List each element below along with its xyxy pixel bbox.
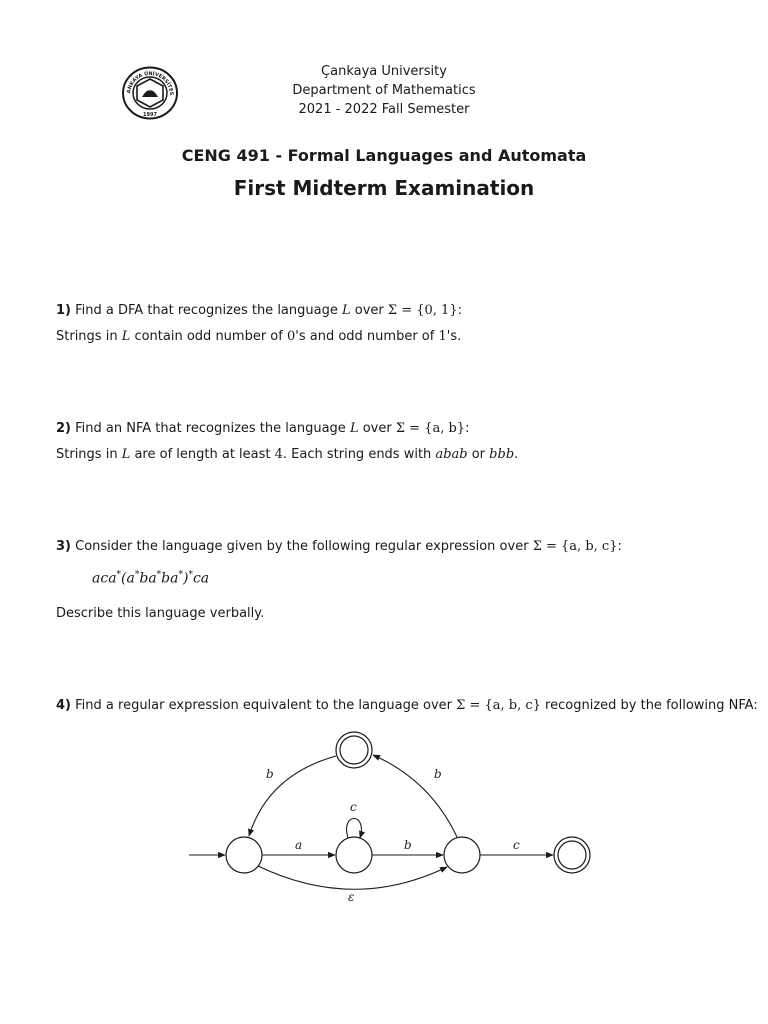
regex-star-2: * (134, 570, 140, 580)
question-3-line-3: Describe this language verbally. (56, 606, 265, 621)
question-3-line-1 (56, 538, 622, 556)
q3-alphabet: Σ = {a, b, c} (532, 539, 618, 554)
semester: 2021 - 2022 Fall Semester (298, 102, 470, 117)
q2-text: Find an NFA that recognizes the language (75, 421, 350, 436)
q1-zero: 0 (286, 329, 296, 344)
q1-line2-text-b: contain odd number of (130, 329, 287, 344)
regex-star-5: * (188, 570, 193, 580)
q4-text-end: recognized by the following NFA: (540, 698, 758, 713)
q2-period: . (514, 447, 519, 462)
q2-line2-text-c: . Each string ends with (282, 447, 436, 462)
nfa-edge-b-left (249, 756, 336, 836)
question-4-number: 4) (56, 698, 71, 713)
q2-colon: : (465, 421, 470, 436)
question-2-line-1 (56, 420, 469, 438)
nfa-edge-epsilon (258, 866, 447, 889)
question-1-line-1 (56, 302, 462, 320)
department-name: Department of Mathematics (292, 83, 476, 98)
nfa-state-start (226, 837, 262, 873)
question-1-number: 1) (56, 303, 71, 318)
q1-line2-lang: L (121, 329, 131, 344)
q3-colon: : (617, 539, 622, 554)
q1-colon: : (457, 303, 462, 318)
regex-star-3: * (156, 570, 162, 580)
q2-text-over: over (358, 421, 396, 436)
q2-line2-lang: L (121, 447, 131, 462)
q2-line2-text-b: are of length at least (130, 447, 275, 462)
q4-text: Find a regular expression equivalent to the language over (75, 698, 457, 713)
nfa-label-a: a (295, 838, 303, 852)
question-2-line-2 (56, 446, 518, 464)
question-2-number: 2) (56, 421, 71, 436)
nfa-edge-b-right (373, 755, 457, 837)
q1-line2-text: Strings in (56, 329, 122, 344)
regex-part-5: ) (182, 570, 189, 587)
q2-alphabet: Σ = {a, b} (395, 421, 466, 436)
exam-title: First Midterm Examination (233, 176, 535, 200)
logo-year: 1997 (143, 112, 157, 118)
q2-min-length: 4 (274, 447, 283, 462)
question-1-line-2 (56, 328, 461, 346)
q1-text-over: over (350, 303, 388, 318)
q1-one: 1 (438, 329, 447, 344)
q3-regular-expression (92, 570, 209, 587)
q2-line2-or: or (467, 447, 490, 462)
regex-star-1: * (116, 570, 122, 580)
regex-part-3: ba (139, 570, 157, 587)
nfa-state-middle (336, 837, 372, 873)
q2-lang-symbol: L (349, 421, 359, 436)
nfa-diagram (0, 720, 768, 920)
nfa-state-final-accepting (554, 837, 590, 873)
regex-part-6: ca (192, 570, 210, 587)
q2-line2-text: Strings in (56, 447, 122, 462)
q1-text: Find a DFA that recognizes the language (75, 303, 342, 318)
nfa-state-right (444, 837, 480, 873)
regex-part-1: aca (92, 570, 117, 587)
nfa-label-b-right: b (434, 767, 442, 781)
q1-line2-text-c: 's and odd number of (295, 329, 439, 344)
nfa-self-loop-c (347, 819, 362, 839)
nfa-label-epsilon: ε (348, 890, 355, 904)
regex-star-4: * (178, 570, 183, 580)
nfa-label-c-loop: c (350, 800, 357, 814)
q1-line2-text-d: 's. (446, 329, 462, 344)
nfa-label-c-right: c (513, 838, 520, 852)
nfa-label-b-mid: b (404, 838, 412, 852)
question-4-line-1 (56, 697, 758, 715)
q2-suffix-2: bbb (489, 447, 515, 462)
q4-alphabet: Σ = {a, b, c} (456, 698, 541, 713)
university-name: Çankaya University (321, 64, 447, 79)
q1-alphabet: Σ = {0, 1} (387, 303, 458, 318)
course-title: CENG 491 - Formal Languages and Automata (181, 146, 587, 165)
nfa-label-b-left: b (266, 767, 274, 781)
q3-text: Consider the language given by the following regular expression over (75, 539, 533, 554)
logo-ring-text: ANKAYA ÜNİVERSİTES (126, 70, 175, 96)
question-3-number: 3) (56, 539, 71, 554)
nfa-state-top-accepting (336, 732, 372, 768)
q2-suffix-1: abab (435, 447, 468, 462)
regex-part-4: ba (161, 570, 179, 587)
q1-lang-symbol: L (341, 303, 351, 318)
regex-part-2: (a (121, 570, 135, 587)
